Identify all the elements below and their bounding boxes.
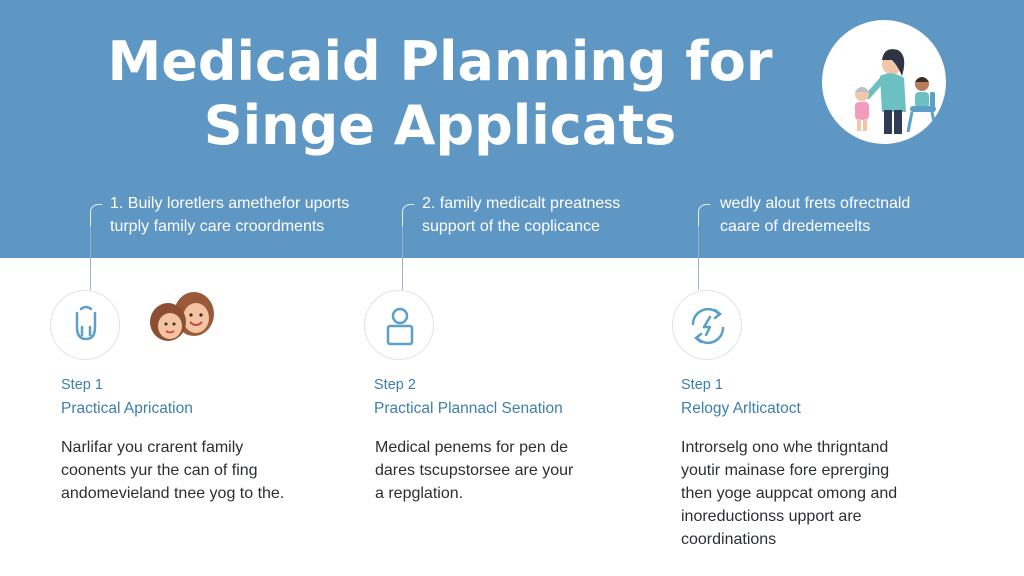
step-3-body-line: coordinations	[681, 531, 777, 548]
caption-2-line1: 2. family medicalt preatness	[422, 195, 621, 212]
caption-bracket-1	[90, 204, 102, 226]
stethoscope-icon	[51, 291, 121, 361]
step-3-body-line: inoreductionss upport are	[681, 508, 862, 525]
step-2-body-line: dares tscupstorsee are your	[375, 462, 574, 479]
caption-3-line1: wedly alout frets ofrectnald	[720, 195, 911, 212]
step-1-body-line: Narlifar you crarent family	[61, 439, 244, 456]
step-1-body	[61, 436, 284, 505]
step-1-title: Practical Aprication	[61, 400, 193, 417]
page-title-line2: Singe Applicats	[203, 94, 677, 157]
family-illustration	[822, 20, 946, 144]
step-3-body-line: youtir mainase fore eprerging	[681, 462, 890, 479]
step-2-body	[375, 436, 573, 505]
step-2-body-line: a repglation.	[375, 485, 464, 502]
caption-2-line2: support of the coplicance	[422, 218, 600, 235]
step-2-label: Step 2	[374, 377, 416, 393]
step-1-icon-circle	[50, 290, 120, 360]
connector-line-2	[402, 226, 403, 290]
page-title-line1: Medicaid Planning for	[107, 30, 773, 93]
caption-3-line2: caare of dredemeelts	[720, 218, 871, 235]
family-faces-illustration	[144, 288, 222, 350]
step-3-body-line: then yoge auppcat omong and	[681, 485, 898, 502]
caption-1-line2: turply family care croordments	[110, 218, 325, 235]
step-2-body-line: Medical penems for pen de	[375, 439, 568, 456]
step-1-body-line: andomevieland tnee yog to the.	[61, 485, 285, 502]
step-2-icon-circle	[364, 290, 434, 360]
step-3-icon-circle	[672, 290, 742, 360]
step-1-label: Step 1	[61, 377, 103, 393]
caption-bracket-2	[402, 204, 414, 226]
person-icon	[365, 291, 435, 361]
step-3-body	[681, 436, 897, 551]
refresh-cycle-icon	[673, 291, 743, 361]
family-care-icon	[822, 20, 946, 144]
connector-line-1	[90, 226, 91, 290]
caption-1-line1: 1. Buily loretlers amethefor uports	[110, 195, 350, 212]
step-3-label: Step 1	[681, 377, 723, 393]
step-1-body-line: coonents yur the can of fing	[61, 462, 258, 479]
step-3-title: Relogy Arlticatoct	[681, 400, 801, 417]
faces-icon	[144, 288, 222, 350]
step-3-body-line: Introrselg ono whe thrigntand	[681, 439, 889, 456]
caption-bracket-3	[698, 204, 710, 226]
connector-line-3	[698, 226, 699, 290]
step-2-title: Practical Plannacl Senation	[374, 400, 563, 417]
